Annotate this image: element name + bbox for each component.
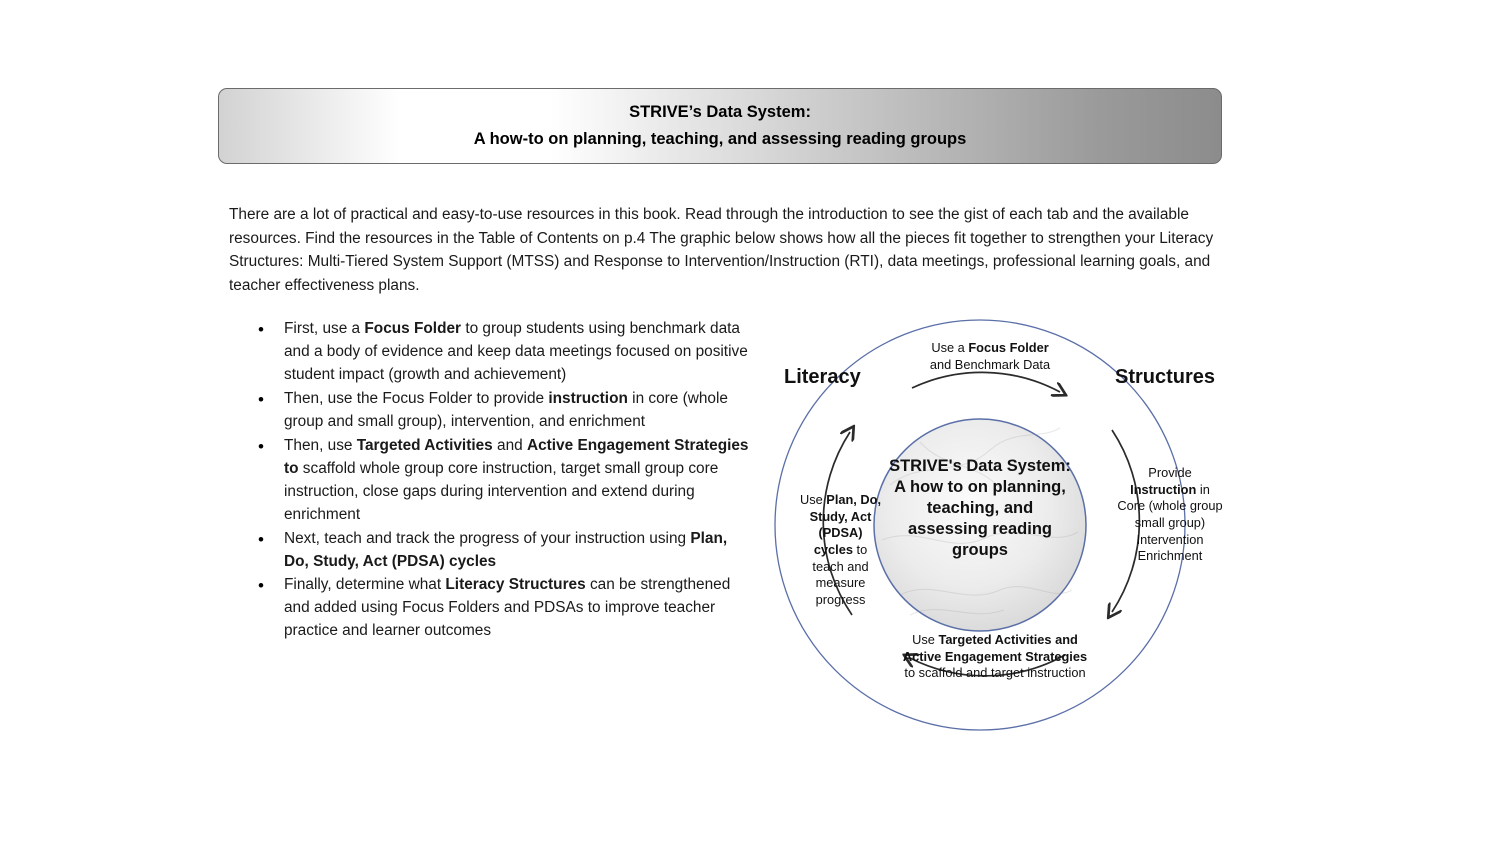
diagram-label-structures: Structures (1115, 366, 1216, 388)
plain-text: Use (799, 492, 827, 507)
emphasis-text: instruction (548, 389, 628, 407)
plain-text: Then, use the Focus Folder to provide (284, 389, 549, 407)
list-item (246, 574, 756, 643)
emphasis-text: Instruction (1130, 481, 1197, 497)
emphasis-text: Focus Folder (968, 340, 1049, 355)
diagram-arc-bottom (900, 632, 1090, 682)
emphasis-text: Targeted Activities (356, 436, 493, 454)
plain-text: and Benchmark Data (929, 356, 1051, 372)
plain-text: in core (whole group and small group), intervention, and enrichment (284, 389, 728, 430)
diagram-arc-left (798, 492, 883, 608)
plain-text: Finally, determine what (284, 576, 446, 594)
plain-text: can be strengthened and added using Focus Folders and PDSAs to improve teacher practice and learner outcomes (284, 576, 731, 640)
plain-text: and (492, 436, 527, 454)
banner-title-line-2: A how-to on planning, teaching, and assessing reading groups (473, 130, 967, 148)
plain-text: scaffold whole group core instruction, target small group core instruction, close gaps during intervention and extend during enrichment (284, 459, 719, 523)
diagram-label-literacy: Literacy (784, 366, 861, 388)
list-item (246, 435, 756, 527)
plain-text: Then, use (284, 436, 357, 454)
plain-text: Provide (1148, 465, 1192, 480)
title-banner (218, 88, 1222, 164)
emphasis-text: Plan, Do, Study, Act (PDSA) cycles (284, 529, 728, 570)
emphasis-text: Targeted Activities and Active Engagement Strategies (902, 632, 1088, 664)
plain-text: First, use a (284, 320, 365, 337)
emphasis-text: Literacy Structures (445, 576, 586, 594)
plain-text: Use a (931, 340, 969, 355)
list-item (246, 388, 756, 434)
strive-cycle-diagram (760, 310, 1240, 740)
plain-text: Next, teach and track the progress of your instruction using (284, 529, 691, 547)
emphasis-text: Plan, Do, Study, Act (PDSA) cycles (809, 492, 882, 557)
diagram-center-text: STRIVE's Data System: A how to on planning, teaching, and assessing reading groups (889, 457, 1071, 559)
plain-text: Use (912, 632, 939, 647)
list-item (246, 528, 756, 574)
plain-text: in Core (whole group small group) Intervention Enrichment (1117, 481, 1223, 564)
diagram-arc-right (1115, 465, 1225, 565)
list-item (246, 318, 756, 387)
emphasis-text: Focus Folder (364, 320, 462, 337)
plain-text: to scaffold and target instruction (904, 665, 1086, 681)
intro-paragraph: There are a lot of practical and easy-to-use resources in this book. Read through the introduction to see the gist of each tab and the available resources. Find the resources in the Table of Contents on p.4 The graphic below shows how all the pieces fit together to strengthen your Literacy Structures: Multi-Tiered System Support (MTSS) and Response to Intervention/Instruction (RTI), data meetings, professional learning goals, and teacher effectiveness plans. (229, 206, 1214, 294)
plain-text: to group students using benchmark data and a body of evidence and keep data meetings focused on positive student impact (growth and achievement) (284, 320, 748, 383)
bullet-list (246, 318, 756, 644)
banner-title-line-1: STRIVE’s Data System: (629, 102, 811, 121)
diagram-arc-top (910, 340, 1070, 373)
plain-text: to teach and measure progress (812, 541, 869, 607)
emphasis-text: Active Engagement Strategies to (284, 436, 749, 477)
